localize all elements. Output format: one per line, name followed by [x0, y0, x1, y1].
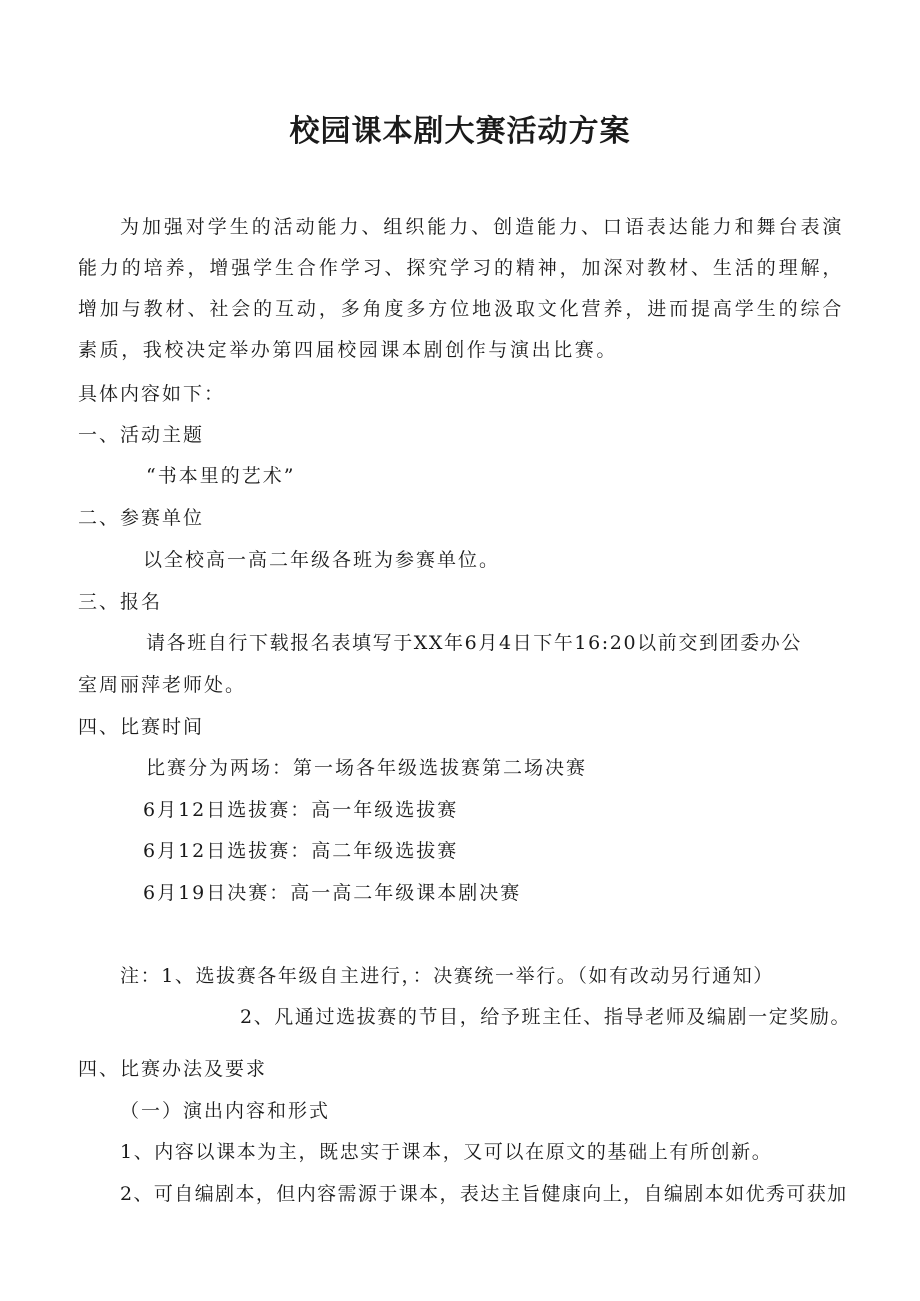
signup-line-2: 室周丽萍老师处。 — [78, 674, 247, 696]
intro-paragraph: 为加强对学生的活动能力、组织能力、创造能力、口语表达能力和舞台表演能力的培养，增强学生合作学习、探究学习的精神，加深对教材、生活的理解，增加与教材、社会的互动，多角度多方位地汲取文化营养，进而提高学生的综合素质，我校决定举办第四届校园课本剧创作与演出比赛。 — [78, 216, 844, 361]
schedule-item-3: 6月19日决赛：高一高二年级课本剧决赛 — [143, 882, 522, 904]
schedule-item-2: 6月12日选拔赛：高二年级选拔赛 — [143, 840, 459, 862]
units-heading: 二、参赛单位 — [78, 507, 205, 529]
rule-2: 2、可自编剧本，但内容需源于课本，表达主旨健康向上，自编剧本如优秀可获加 — [120, 1183, 848, 1205]
time-text: 比赛分为两场：第一场各年级选拔赛第二场决赛 — [146, 757, 588, 779]
signup-heading: 三、报名 — [78, 591, 163, 613]
rules-heading: 四、比赛办法及要求 — [78, 1058, 268, 1080]
note-2: 2、凡通过选拔赛的节目，给予班主任、指导老师及编剧一定奖励。 — [240, 1006, 852, 1028]
theme-text: “书本里的艺术” — [146, 465, 296, 487]
theme-heading: 一、活动主题 — [78, 424, 205, 446]
rules-subheading: （一）演出内容和形式 — [120, 1100, 331, 1122]
schedule-item-1: 6月12日选拔赛：高一年级选拔赛 — [143, 799, 459, 821]
signup-line-1: 请各班自行下载报名表填写于XX年6月4日下午16:20以前交到团委办公 — [146, 632, 802, 654]
rule-1: 1、内容以课本为主，既忠实于课本，又可以在原文的基础上有所创新。 — [120, 1141, 773, 1163]
document-title: 校园课本剧大赛活动方案 — [289, 114, 631, 149]
content-intro: 具体内容如下： — [78, 383, 226, 405]
units-text: 以全校高一高二年级各班为参赛单位。 — [143, 549, 501, 571]
note-1: 注：1、选拔赛各年级自主进行，：决赛统一举行。（如有改动另行通知） — [120, 965, 774, 987]
time-heading: 四、比赛时间 — [78, 716, 205, 738]
